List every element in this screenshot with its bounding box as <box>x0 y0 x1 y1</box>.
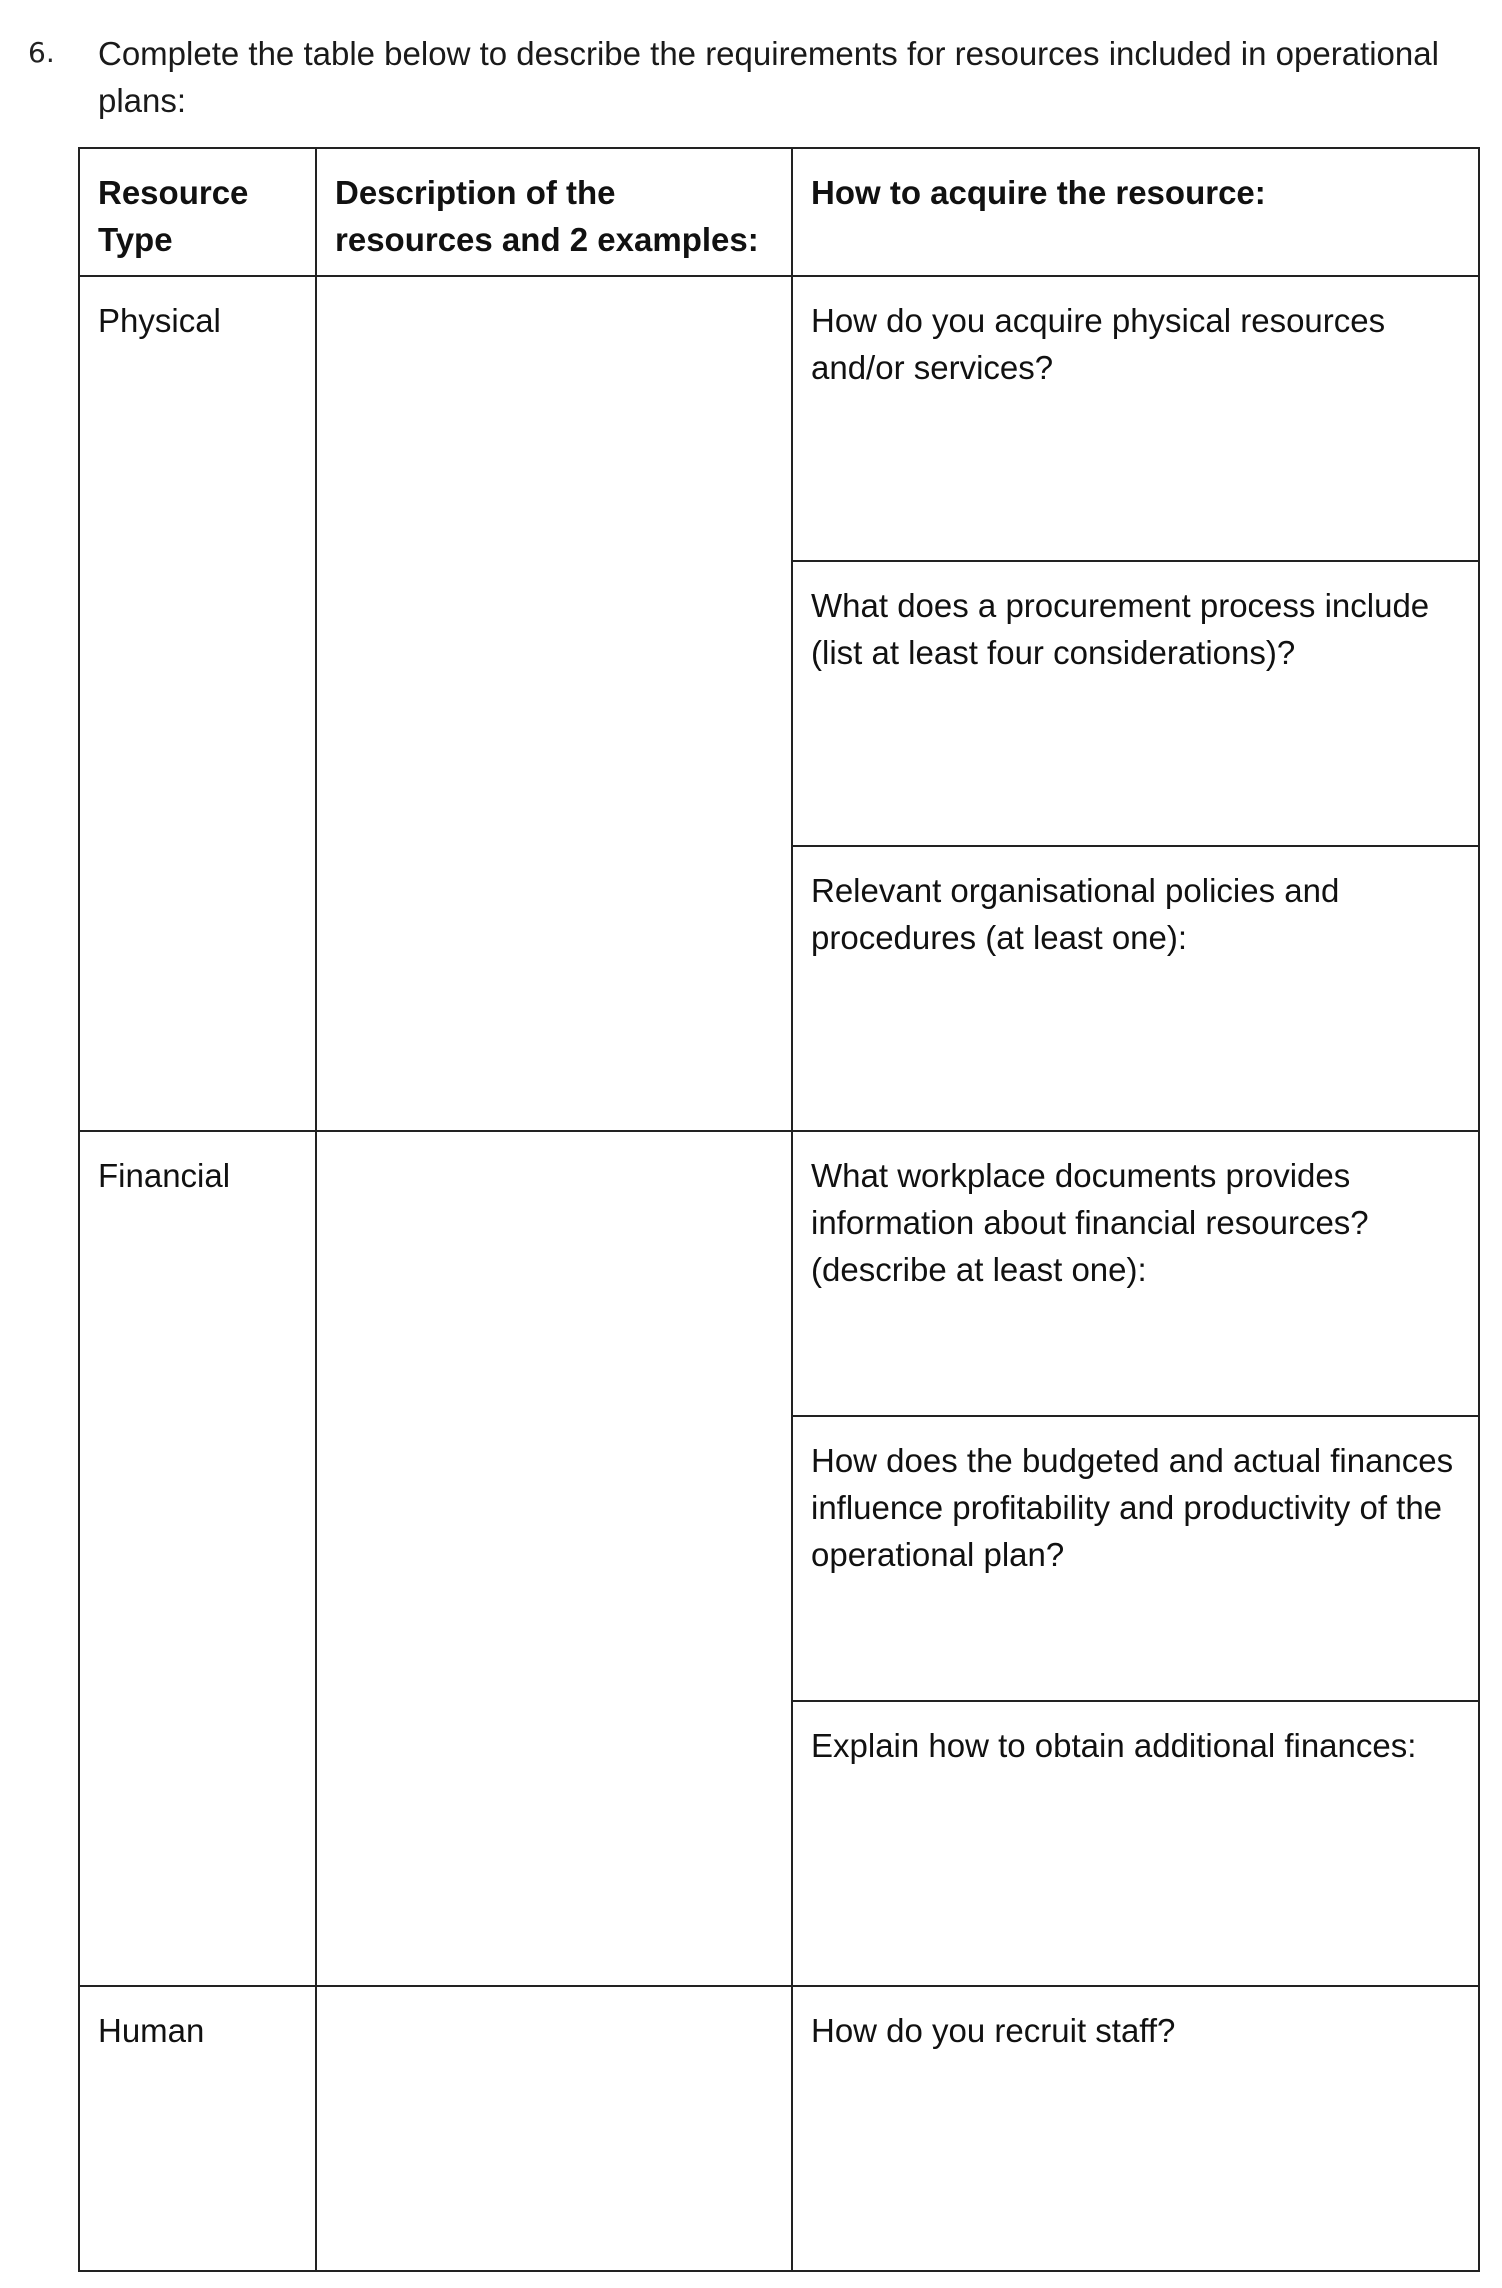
table-row <box>79 1986 1479 2271</box>
description-cell-physical[interactable] <box>316 276 792 1131</box>
resource-type-physical: Physical <box>79 276 316 1131</box>
header-description: Description of the resources and 2 examples: <box>316 148 792 276</box>
table-header-row <box>79 148 1479 276</box>
resource-type-human: Human <box>79 1986 316 2271</box>
table-row <box>79 276 1479 561</box>
prompt-cell[interactable]: What workplace documents provides information about financial resources? (describe at least one): <box>792 1131 1479 1416</box>
prompt-cell[interactable]: How do you recruit staff? <box>792 1986 1479 2271</box>
question-number: 6. <box>28 36 55 69</box>
resources-table <box>78 147 1480 2272</box>
resource-type-financial: Financial <box>79 1131 316 1986</box>
table-row <box>79 1131 1479 1416</box>
description-cell-human[interactable] <box>316 1986 792 2271</box>
question-text: Complete the table below to describe the requirements for resources included in operational plans: <box>98 35 1439 119</box>
prompt-cell[interactable]: How do you acquire physical resources and/or services? <box>792 276 1479 561</box>
header-how-to-acquire: How to acquire the resource: <box>792 148 1479 276</box>
prompt-cell[interactable]: How does the budgeted and actual finances influence profitability and productivity of the operational plan? <box>792 1416 1479 1701</box>
prompt-cell[interactable]: What does a procurement process include (list at least four considerations)? <box>792 561 1479 846</box>
description-cell-financial[interactable] <box>316 1131 792 1986</box>
prompt-cell[interactable]: Explain how to obtain additional finances: <box>792 1701 1479 1986</box>
header-resource-type: Resource Type <box>79 148 316 276</box>
prompt-cell[interactable]: Relevant organisational policies and procedures (at least one): <box>792 846 1479 1131</box>
